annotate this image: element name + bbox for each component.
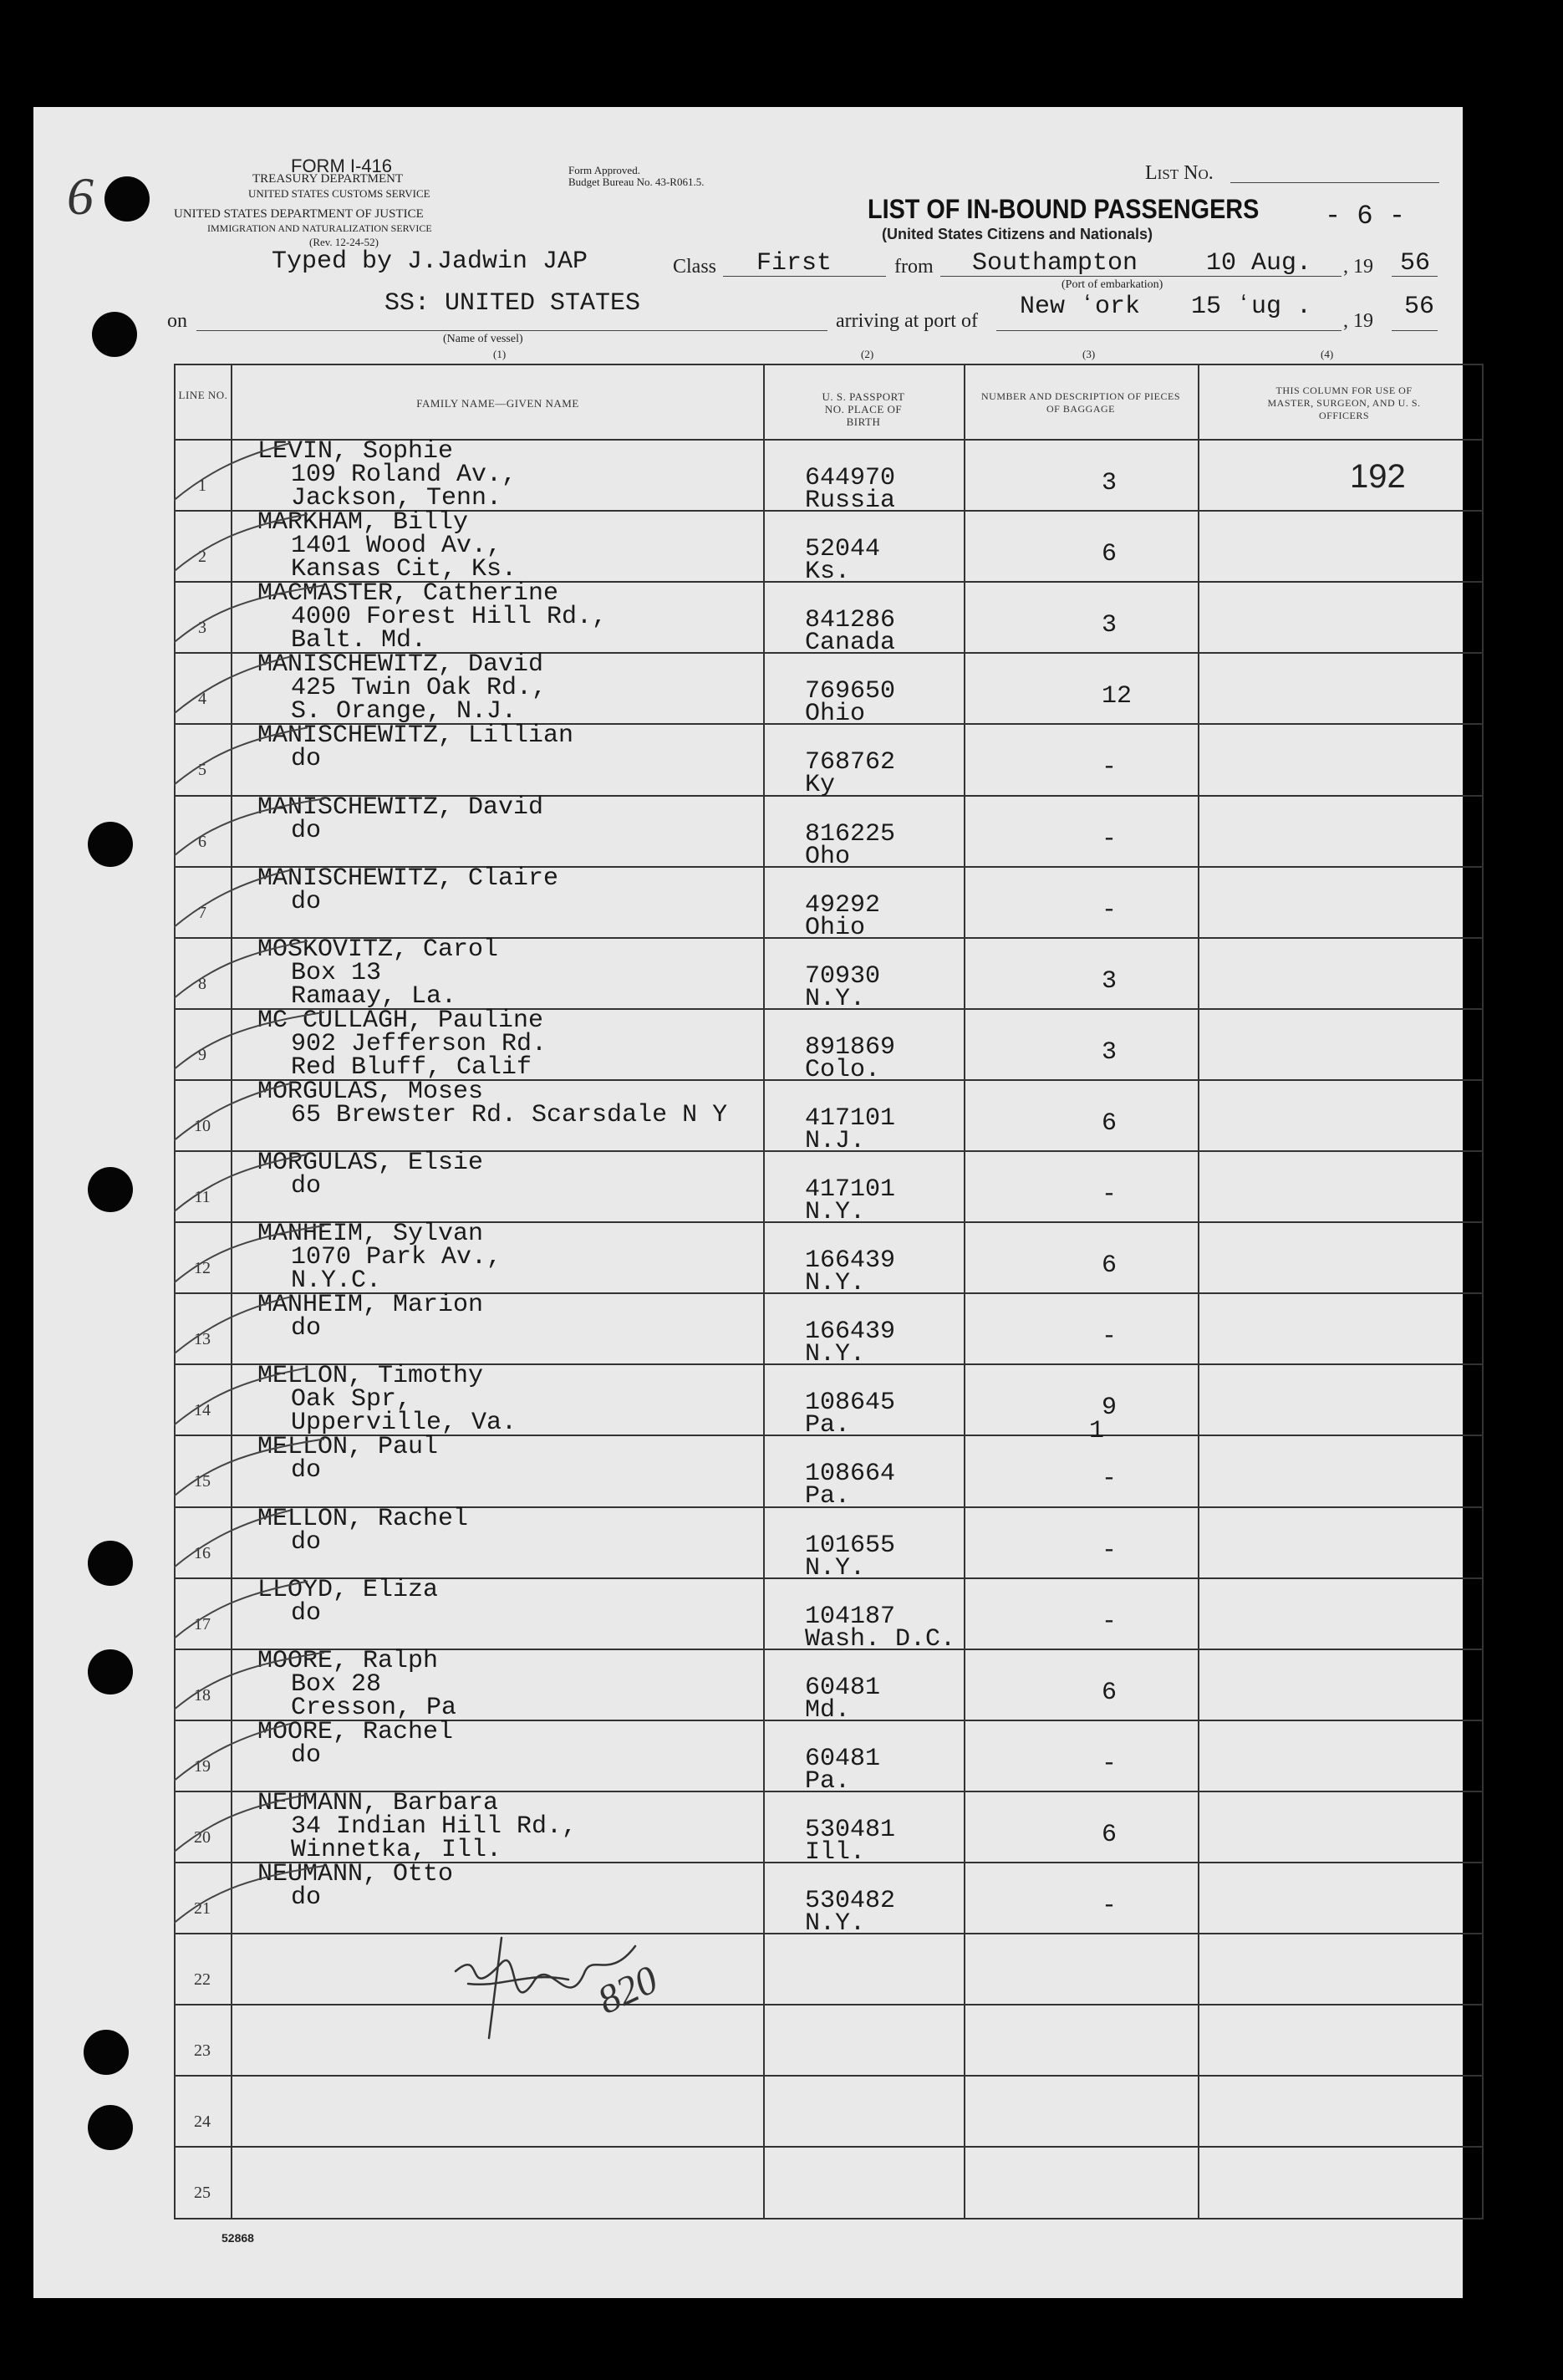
line-number: 4 [198, 690, 206, 709]
address-line-2: Balt. Md. [291, 626, 427, 655]
baggage-count: 3 [1102, 611, 1118, 640]
passenger-name: MELLON, Rachel [257, 1504, 469, 1533]
header-passport: U. S. PASSPORT NO. PLACE OF BIRTH [822, 390, 905, 428]
baggage-count: - [1102, 1180, 1118, 1209]
punch-hole [88, 2105, 133, 2150]
table-row [174, 1860, 1482, 1938]
baggage-count: - [1102, 1465, 1118, 1494]
table-row [174, 1504, 1482, 1582]
arrival-year-line [1392, 330, 1438, 331]
passport-number: 816225 [805, 819, 896, 849]
passenger-name: MORGULAS, Moses [257, 1077, 484, 1106]
line-number: 12 [194, 1259, 211, 1278]
passport-number: 769650 [805, 677, 896, 706]
passport-number: 841286 [805, 606, 896, 635]
address-line-1: 65 Brewster Rd. Scarsdale N Y [291, 1100, 728, 1129]
passport-number: 101655 [805, 1531, 896, 1560]
passenger-name: MC CULLAGH, Pauline [257, 1006, 544, 1035]
passenger-name: LLOYD, Eliza [257, 1575, 439, 1604]
passenger-name: LEVIN, Sophie [257, 437, 454, 466]
vessel-line [196, 330, 827, 331]
departure-date: 10 Aug. [1206, 249, 1312, 278]
baggage-count: - [1102, 1892, 1118, 1920]
baggage-count: - [1102, 1607, 1118, 1636]
table-row [174, 1149, 1482, 1226]
line-number: 20 [194, 1827, 211, 1847]
line-number: 2 [198, 548, 206, 567]
baggage-count: - [1102, 895, 1118, 925]
baggage-count: 6 [1102, 1678, 1118, 1707]
table-row [174, 579, 1482, 658]
line-number: 23 [194, 2041, 211, 2061]
address-line-2: Upperville, Va. [291, 1409, 517, 1438]
address-line-1: do [291, 1883, 322, 1912]
address-line-1: do [291, 1527, 322, 1557]
class-label: Class [673, 256, 717, 278]
baggage-count: - [1102, 824, 1118, 854]
punch-hole [88, 1167, 133, 1212]
line-number: 1 [198, 477, 206, 496]
baggage-count: 3 [1102, 1037, 1118, 1067]
table-row [174, 1646, 1482, 1725]
place-of-birth: Canada [805, 629, 896, 658]
address-line-1: do [291, 1172, 322, 1200]
line-number: 22 [194, 1970, 211, 1990]
class-value: First [756, 249, 832, 278]
table-row [174, 2004, 1482, 2075]
address-line-2: N.Y.C. [291, 1266, 382, 1296]
list-no-label: List No. [1145, 162, 1214, 184]
passport-number: 644970 [805, 464, 896, 492]
embarkation-port: Southampton [972, 249, 1138, 278]
vessel-caption: (Name of vessel) [443, 333, 523, 345]
line-number: 15 [194, 1472, 211, 1491]
passport-number: 530482 [805, 1887, 896, 1915]
line-number: 19 [194, 1756, 211, 1776]
col-num-3: (3) [1082, 348, 1096, 360]
year-prefix: , 19 [1343, 256, 1373, 278]
passport-number: 417101 [805, 1103, 896, 1133]
address-line-1: 4000 Forest Hill Rd., [291, 603, 608, 632]
dept-justice: UNITED STATES DEPARTMENT OF JUSTICE [174, 207, 424, 221]
place-of-birth: N.Y. [805, 1553, 866, 1582]
handwritten-note: 820 [591, 1957, 664, 2023]
passenger-name: MANISCHEWITZ, David [257, 792, 544, 822]
arrival-date: 15 ʻug . [1191, 293, 1312, 321]
passenger-name: NEUMANN, Otto [257, 1860, 454, 1888]
passenger-name: MOORE, Rachel [257, 1717, 454, 1746]
table-row [174, 1362, 1482, 1446]
line-number: 17 [194, 1614, 211, 1633]
address-line-1: Box 28 [291, 1669, 382, 1699]
officer-number: 192 [1350, 458, 1406, 495]
punch-hole [88, 1649, 133, 1695]
place-of-birth: Md. [805, 1695, 851, 1725]
address-line-1: do [291, 1598, 322, 1628]
passenger-name: MANISCHEWITZ, David [257, 650, 544, 680]
line-number: 25 [194, 2184, 211, 2203]
line-number: 16 [194, 1543, 211, 1562]
header-name: FAMILY NAME—GIVEN NAME [416, 397, 579, 410]
passenger-name: MORGULAS, Elsie [257, 1149, 484, 1177]
table-row [174, 1220, 1482, 1298]
table-row [174, 721, 1482, 800]
passport-number: 891869 [805, 1032, 896, 1062]
baggage-count: 6 [1102, 1251, 1118, 1281]
punch-hole [88, 822, 133, 867]
arrival-port: New ʻork [1020, 293, 1141, 321]
table-row [174, 1433, 1482, 1511]
baggage-count: - [1102, 753, 1118, 782]
revision: (Rev. 12-24-52) [309, 236, 379, 248]
address-line-1: 34 Indian Hill Rd., [291, 1812, 578, 1841]
address-line-2: Jackson, Tenn. [291, 484, 502, 512]
passport-number: 417101 [805, 1175, 896, 1204]
header-officers: THIS COLUMN FOR USE OF MASTER, SURGEON, AND U. S. OFFICERS [1267, 385, 1421, 421]
port-embark-caption: (Port of embarkation) [1062, 278, 1163, 291]
table-row [174, 1291, 1482, 1369]
place-of-birth: N.Y. [805, 1269, 866, 1298]
page-number: - 6 - [1325, 201, 1406, 232]
passenger-name: MANISCHEWITZ, Claire [257, 864, 559, 893]
baggage-count: 3 [1102, 966, 1118, 996]
place-of-birth: Pa. [805, 1482, 851, 1511]
address-line-1: 109 Roland Av., [291, 461, 517, 489]
col-num-4: (4) [1321, 348, 1334, 360]
passport-number: 166439 [805, 1246, 896, 1276]
table-row [174, 2075, 1482, 2146]
table-row [174, 935, 1482, 1013]
address-line-1: do [291, 1456, 322, 1486]
table-row [174, 1788, 1482, 1867]
line-number: 6 [198, 832, 206, 851]
place-of-birth: N.Y. [805, 1340, 866, 1369]
dept-customs: UNITED STATES CUSTOMS SERVICE [248, 187, 430, 200]
address-line-2: S. Orange, N.J. [291, 697, 517, 726]
typed-by: Typed by J.Jadwin JAP [272, 247, 588, 276]
place-of-birth: Ill. [805, 1837, 866, 1867]
passenger-name: MANISCHEWITZ, Lillian [257, 721, 574, 751]
address-line-1: 425 Twin Oak Rd., [291, 674, 547, 703]
baggage-count: 12 [1102, 682, 1133, 711]
place-of-birth: Ks. [805, 558, 851, 587]
table-row [174, 508, 1482, 587]
dept-treasury: TREASURY DEPARTMENT [252, 172, 404, 186]
col-num-1: (1) [493, 348, 507, 360]
arrival-year: 56 [1404, 293, 1435, 321]
passenger-name: MOSKOVITZ, Carol [257, 935, 499, 964]
place-of-birth: Wash. D.C. [805, 1624, 956, 1654]
form-footer-number: 52868 [221, 2231, 254, 2245]
place-of-birth: N.Y. [805, 984, 866, 1013]
line-number: 24 [194, 2112, 211, 2132]
form-number: FORM I-416 [291, 155, 393, 176]
punch-hole [84, 2030, 129, 2075]
table-row [174, 1933, 1482, 2004]
address-line-1: do [291, 816, 322, 845]
address-line-1: 902 Jefferson Rd. [291, 1029, 547, 1058]
passenger-name: MANHEIM, Marion [257, 1291, 484, 1320]
margin-mark: 6 [67, 166, 94, 226]
passport-number: 108645 [805, 1389, 896, 1418]
address-line-1: do [291, 1740, 322, 1770]
address-line-2: Ramaay, La. [291, 981, 457, 1011]
page-subtitle: (United States Citizens and Nationals) [882, 226, 1153, 242]
passenger-name: MARKHAM, Billy [257, 508, 469, 538]
passport-number: 60481 [805, 1673, 881, 1702]
punch-hole [88, 1541, 133, 1586]
budget-bureau: Budget Bureau No. 43-R061.5. [568, 176, 705, 188]
table-row [174, 437, 1482, 515]
passenger-name: MACMASTER, Catherine [257, 579, 559, 609]
baggage-count: 6 [1102, 1820, 1118, 1849]
place-of-birth: Oho [805, 842, 851, 871]
place-of-birth: N.J. [805, 1126, 866, 1155]
passport-number: 166439 [805, 1317, 896, 1347]
passport-number: 108664 [805, 1460, 896, 1489]
passport-number: 60481 [805, 1744, 881, 1773]
col-num-2: (2) [861, 348, 874, 360]
table-row [174, 864, 1482, 942]
address-line-1: Oak Spr, [291, 1385, 412, 1414]
line-number: 8 [198, 974, 206, 993]
baggage-count: 3 [1102, 469, 1118, 497]
place-of-birth: Pa. [805, 1766, 851, 1796]
page-title: LIST OF IN-BOUND PASSENGERS [868, 194, 1260, 224]
address-line-2: Winnetka, Ill. [291, 1835, 502, 1864]
passenger-name: MELLON, Paul [257, 1433, 439, 1462]
line-number: 11 [194, 1188, 211, 1207]
manifest-table [174, 364, 1484, 2219]
address-line-2: Kansas Cit, Ks. [291, 555, 517, 584]
passport-number: 52044 [805, 535, 881, 564]
on-label: on [167, 310, 187, 332]
vessel-name: SS: UNITED STATES [384, 289, 641, 318]
place-of-birth: Ky [805, 771, 836, 800]
table-row [174, 650, 1482, 729]
line-number: 7 [198, 903, 206, 922]
table-row [174, 2146, 1482, 2217]
line-number: 5 [198, 761, 206, 780]
punch-hole [92, 312, 137, 357]
line-number: 9 [198, 1045, 206, 1064]
address-line-1: do [291, 887, 322, 916]
passenger-name: MELLON, Timothy [257, 1362, 484, 1391]
passenger-name: MOORE, Ralph [257, 1646, 439, 1675]
line-number: 13 [194, 1330, 211, 1349]
address-line-1: Box 13 [291, 958, 382, 987]
passenger-name: NEUMANN, Barbara [257, 1788, 499, 1817]
from-label: from [894, 256, 934, 278]
place-of-birth: N.Y. [805, 1198, 866, 1226]
line-number: 21 [194, 1899, 211, 1919]
line-number: 3 [198, 619, 206, 638]
passport-number: 530481 [805, 1815, 896, 1844]
place-of-birth: N.Y. [805, 1909, 866, 1938]
manifest-sheet [33, 107, 1463, 2298]
place-of-birth: Ohio [805, 700, 866, 729]
place-of-birth: Pa. [805, 1411, 851, 1440]
arrival-year-prefix: , 19 [1343, 310, 1373, 332]
table-row [174, 792, 1482, 871]
address-line-1: do [291, 745, 322, 774]
passport-number: 49292 [805, 890, 881, 920]
address-line-1: 1401 Wood Av., [291, 532, 502, 561]
place-of-birth: Colo. [805, 1055, 881, 1084]
address-line-1: do [291, 1314, 322, 1343]
arrival-line [996, 330, 1342, 331]
baggage-count: 9 [1102, 1394, 1118, 1423]
address-line-2: Cresson, Pa [291, 1693, 457, 1722]
form-approved: Form Approved. [568, 164, 640, 176]
baggage-count-extra: 1 [1089, 1417, 1105, 1446]
place-of-birth: Ohio [805, 913, 866, 942]
baggage-count: - [1102, 1323, 1118, 1352]
baggage-count: 6 [1102, 540, 1118, 569]
passenger-name: MANHEIM, Sylvan [257, 1220, 484, 1249]
table-row [174, 1575, 1482, 1654]
passport-number: 768762 [805, 748, 896, 777]
baggage-count: - [1102, 1749, 1118, 1778]
punch-hole [104, 176, 150, 222]
table-row [174, 1717, 1482, 1796]
passport-number: 70930 [805, 961, 881, 991]
line-number: 10 [194, 1116, 211, 1135]
departure-year: 56 [1400, 249, 1431, 278]
line-number: 18 [194, 1685, 211, 1705]
address-line-1: 1070 Park Av., [291, 1243, 502, 1272]
baggage-count: 6 [1102, 1108, 1118, 1138]
address-line-2: Red Bluff, Calif [291, 1052, 532, 1082]
table-row [174, 1006, 1482, 1084]
place-of-birth: Russia [805, 487, 896, 515]
table-row [174, 1077, 1482, 1155]
header-line-no: LINE NO. [178, 389, 228, 401]
line-number: 14 [194, 1401, 211, 1420]
list-no-line [1230, 182, 1439, 183]
arriving-label: arriving at port of [836, 310, 978, 332]
baggage-count: - [1102, 1536, 1118, 1565]
dept-ins: IMMIGRATION AND NATURALIZATION SERVICE [207, 222, 432, 234]
header-baggage: NUMBER AND DESCRIPTION OF PIECES OF BAGGAGE [980, 390, 1181, 415]
passport-number: 104187 [805, 1602, 896, 1631]
